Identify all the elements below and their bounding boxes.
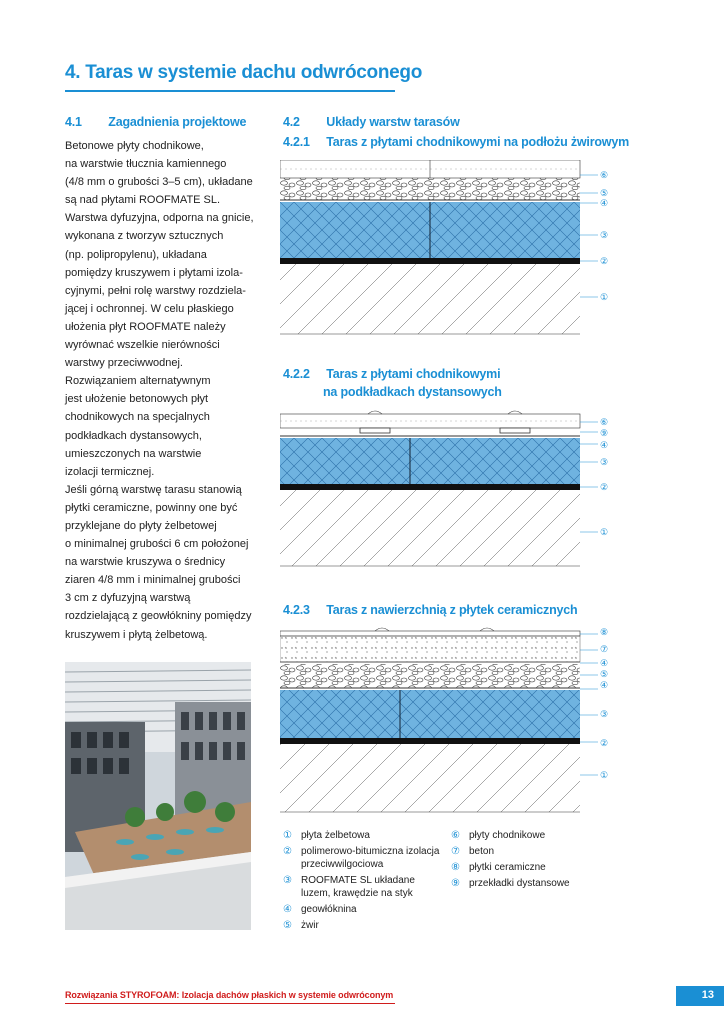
legend-marker: ①: [283, 830, 292, 841]
body-line: cyjnymi, pełni rolę warstwy rozdziela-: [65, 284, 246, 297]
body-line: 3 cm z dyfuzyjną warstwą: [65, 592, 191, 605]
legend-item: [283, 919, 443, 932]
section-4-2-title: Układy warstw tarasów: [326, 115, 460, 129]
diagram-2-marker-6: ①: [600, 527, 609, 537]
body-line: (4/8 mm o grubości 3–5 cm), układane: [65, 176, 253, 189]
legend-item: [451, 829, 571, 842]
legend-text: geowłóknina: [301, 904, 357, 915]
body-line: izolacji termicznej.: [65, 465, 155, 478]
diagram-2-marker-4: ③: [600, 457, 609, 467]
diagram-paving-on-gravel: [280, 160, 615, 343]
body-line: rozdzielającą z geowłókniny pomiędzy: [65, 610, 252, 623]
legend-text: beton: [469, 846, 495, 857]
section-4-1-number: 4.1: [65, 115, 82, 129]
diagram-3-marker-7: ②: [600, 738, 609, 748]
legend-marker: ⑥: [451, 830, 460, 841]
diagram-3-marker-5: ④: [600, 680, 609, 690]
body-line: jest ułożenie betonowych płyt: [65, 393, 209, 406]
body-line: Warstwa dyfuzyjna, odporna na gnicie,: [65, 212, 254, 225]
legend-text: przekładki dystansowe: [469, 878, 570, 889]
legend-marker: ⑤: [283, 920, 292, 931]
body-line: Rozwiązaniem alternatywnym: [65, 375, 211, 388]
legend-item: [451, 861, 571, 874]
body-line: jącej i ochronnej. W celu płaskiego: [65, 302, 234, 315]
diagram-1-marker-4: ③: [600, 230, 609, 240]
body-line: Betonowe płyty chodnikowe,: [65, 140, 204, 152]
legend-item: [451, 877, 571, 890]
legend-text: ROOFMATE SL układane luzem, krawędzie na styk: [301, 875, 415, 899]
diagram-3-marker-3: ④: [600, 658, 609, 668]
section-4-2-3-number: 4.2.3: [283, 603, 310, 617]
body-line: ułożenia płyt ROOFMATE należy: [65, 320, 226, 333]
section-4-2-2-title-line1: Taras z płytami chodnikowymi: [326, 367, 501, 381]
legend-text: płyta żelbetowa: [301, 830, 370, 841]
body-line: na warstwie kruszywa o średnicy: [65, 556, 226, 569]
section-4-2-1-number: 4.2.1: [283, 135, 310, 149]
body-line: na warstwie tłucznia kamiennego: [65, 158, 227, 171]
legend-item: [451, 845, 571, 858]
legend-text: płytki ceramiczne: [469, 862, 546, 873]
diagram-3-marker-6: ③: [600, 709, 609, 719]
body-line: (np. polipropylenu), układana: [65, 248, 207, 261]
section-4-2-2-heading: [283, 367, 500, 381]
body-line: warstwy przeciwwodnej.: [65, 357, 183, 370]
body-line: podkładkach dystansowych,: [65, 429, 202, 442]
diagram-1-marker-6: ①: [600, 292, 609, 302]
diagram-3-marker-4: ⑤: [600, 669, 609, 679]
section-4-2-3-heading: [283, 603, 577, 617]
section-4-2-2-number: 4.2.2: [283, 367, 310, 381]
legend-marker: ⑦: [451, 846, 460, 857]
page-number: 13: [701, 989, 714, 1001]
body-line: pomiędzy kruszywem i płytami izola-: [65, 266, 243, 279]
legend-left-column: [283, 829, 443, 935]
section-4-2-2-title-line2: na podkładkach dystansowych: [323, 385, 502, 399]
legend-marker: ④: [283, 904, 292, 915]
diagram-ceramic-tiles: [280, 625, 615, 820]
legend-text: żwir: [301, 920, 319, 931]
legend-marker: ⑨: [451, 878, 460, 889]
legend-item: [283, 874, 443, 900]
diagram-1-marker-5: ②: [600, 256, 609, 266]
body-line: ziaren 4/8 mm i minimalnej grubości: [65, 574, 241, 587]
body-line: o minimalnej grubości 6 cm położonej: [65, 538, 249, 551]
body-line: płytki ceramiczne, powinny one być: [65, 501, 238, 514]
legend-text: polimerowo-bitumiczna izolacja przeciwwilgociowa: [301, 846, 440, 870]
body-line: wyrównać wszelkie nierówności: [65, 339, 220, 352]
terrace-photo: [65, 662, 251, 930]
section-4-2-number: 4.2: [283, 115, 300, 129]
body-line: przyklejane do płyty żelbetowej: [65, 519, 217, 532]
footer-rule: [65, 1003, 395, 1004]
diagram-2-marker-3: ④: [600, 440, 609, 450]
title-underline: [65, 90, 395, 92]
diagram-1-marker-3: ④: [600, 198, 609, 208]
diagram-2-marker-2: ⑨: [600, 428, 609, 438]
legend-marker: ⑧: [451, 862, 460, 873]
body-line: wykonana z tworzyw sztucznych: [65, 230, 224, 243]
legend-item: [283, 903, 443, 916]
legend-marker: ②: [283, 846, 292, 857]
diagram-1-marker-2: ⑤: [600, 188, 609, 198]
legend-item: [283, 845, 443, 871]
body-line: umieszczonych na warstwie: [65, 447, 202, 460]
diagram-1-marker-1: ⑥: [600, 170, 609, 180]
section-4-2-1-title: Taras z płytami chodnikowymi na podłożu żwirowym: [326, 135, 629, 149]
body-line: kruszywem i płytą żelbetową.: [65, 628, 208, 641]
diagram-3-marker-2: ⑦: [600, 644, 609, 654]
legend-item: [283, 829, 443, 842]
legend-right-column: [451, 829, 571, 893]
body-line: chodnikowych na specjalnych: [65, 411, 210, 424]
diagram-3-marker-1: ⑧: [600, 627, 609, 637]
diagram-paving-on-spacers: [280, 410, 615, 575]
footer-text: Rozwiązania STYROFOAM: Izolacja dachów płaskich w systemie odwróconym: [65, 990, 394, 1000]
page-number-tab: [676, 986, 724, 1006]
section-4-2-heading: [283, 115, 460, 129]
page-title: 4. Taras w systemie dachu odwróconego: [65, 62, 423, 83]
diagram-2-marker-1: ⑥: [600, 417, 609, 427]
body-line: są nad płytami ROOFMATE SL.: [65, 194, 221, 207]
section-4-1-heading: [65, 115, 246, 129]
legend-marker: ③: [283, 875, 292, 886]
section-4-2-3-title: Taras z nawierzchnią z płytek ceramicznych: [326, 603, 578, 617]
section-4-2-1-heading: [283, 135, 629, 149]
legend-text: płyty chodnikowe: [469, 830, 546, 841]
section-4-1-title: Zagadnienia projektowe: [108, 115, 247, 129]
body-line: Jeśli górną warstwę tarasu stanowią: [65, 483, 242, 496]
section-4-1-body: [65, 137, 265, 644]
diagram-2-marker-5: ②: [600, 482, 609, 492]
diagram-3-marker-8: ①: [600, 770, 609, 780]
